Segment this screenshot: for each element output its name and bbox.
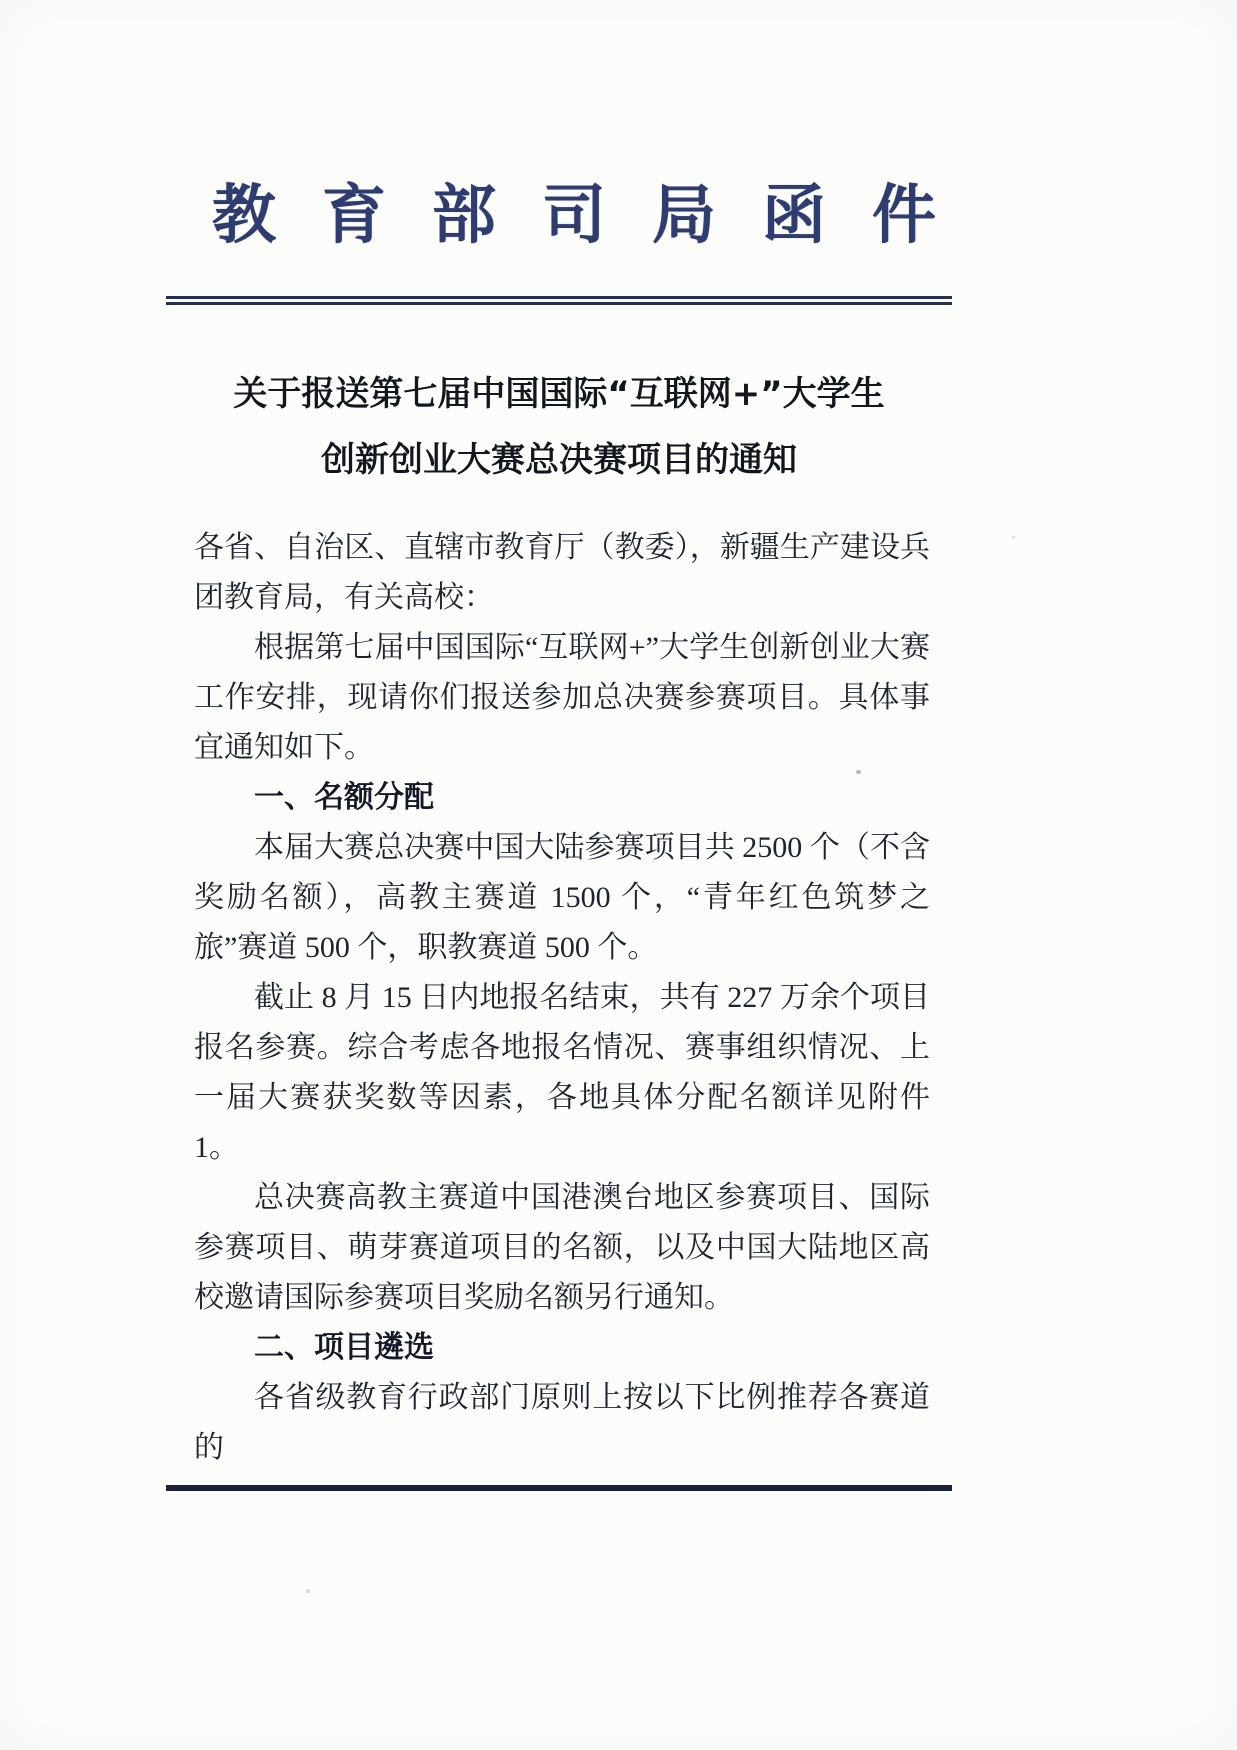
document-title-line-2: 创新创业大赛总决赛项目的通知: [321, 440, 797, 480]
letterhead-divider-double-rule: [166, 296, 952, 305]
document-title-line-1: 关于报送第七届中国国际“互联网+”大学生: [233, 374, 885, 414]
document-body: [194, 523, 930, 1473]
footer-rule: [166, 1485, 952, 1491]
paragraph-salutation: 各省、自治区、直辖市教育厅（教委），新疆生产建设兵团教育局，有关高校：: [194, 531, 930, 614]
scan-speck: [856, 770, 861, 774]
scan-speck: [1012, 536, 1015, 539]
paragraph-other-quota-notice: 总决赛高教主赛道中国港澳台地区参赛项目、国际参赛项目、萌芽赛道项目的名额，以及中国大陆地区高校邀请国际参赛项目奖励名额另行通知。: [194, 1181, 930, 1314]
section-heading-quota-allocation: 一、名额分配: [254, 780, 434, 815]
paragraph-registration-stats: 截止 8 月 15 日内地报名结束，共有 227 万余个项目报名参赛。综合考虑各地报名情况、赛事组织情况、上一届大赛获奖数等因素，各地具体分配名额详见附件 1。: [194, 981, 930, 1164]
scan-speck: [306, 1589, 310, 1593]
document-title: [166, 361, 952, 493]
paragraph-quota-details: 本届大赛总决赛中国大陆参赛项目共 2500 个（不含奖励名额），高教主赛道 1500 个，“青年红色筑梦之旅”赛道 500 个，职教赛道 500 个。: [194, 831, 930, 964]
paragraph-intro: 根据第七届中国国际“互联网+”大学生创新创业大赛工作安排，现请你们报送参加总决赛参赛项目。具体事宜通知如下。: [194, 631, 930, 764]
paragraph-selection-ratio: 各省级教育行政部门原则上按以下比例推荐各赛道的: [194, 1381, 930, 1464]
letterhead-title: 教育部司局函件: [212, 178, 982, 253]
section-heading-project-selection: 二、项目遴选: [254, 1330, 434, 1365]
document-content-column: [166, 0, 982, 1491]
